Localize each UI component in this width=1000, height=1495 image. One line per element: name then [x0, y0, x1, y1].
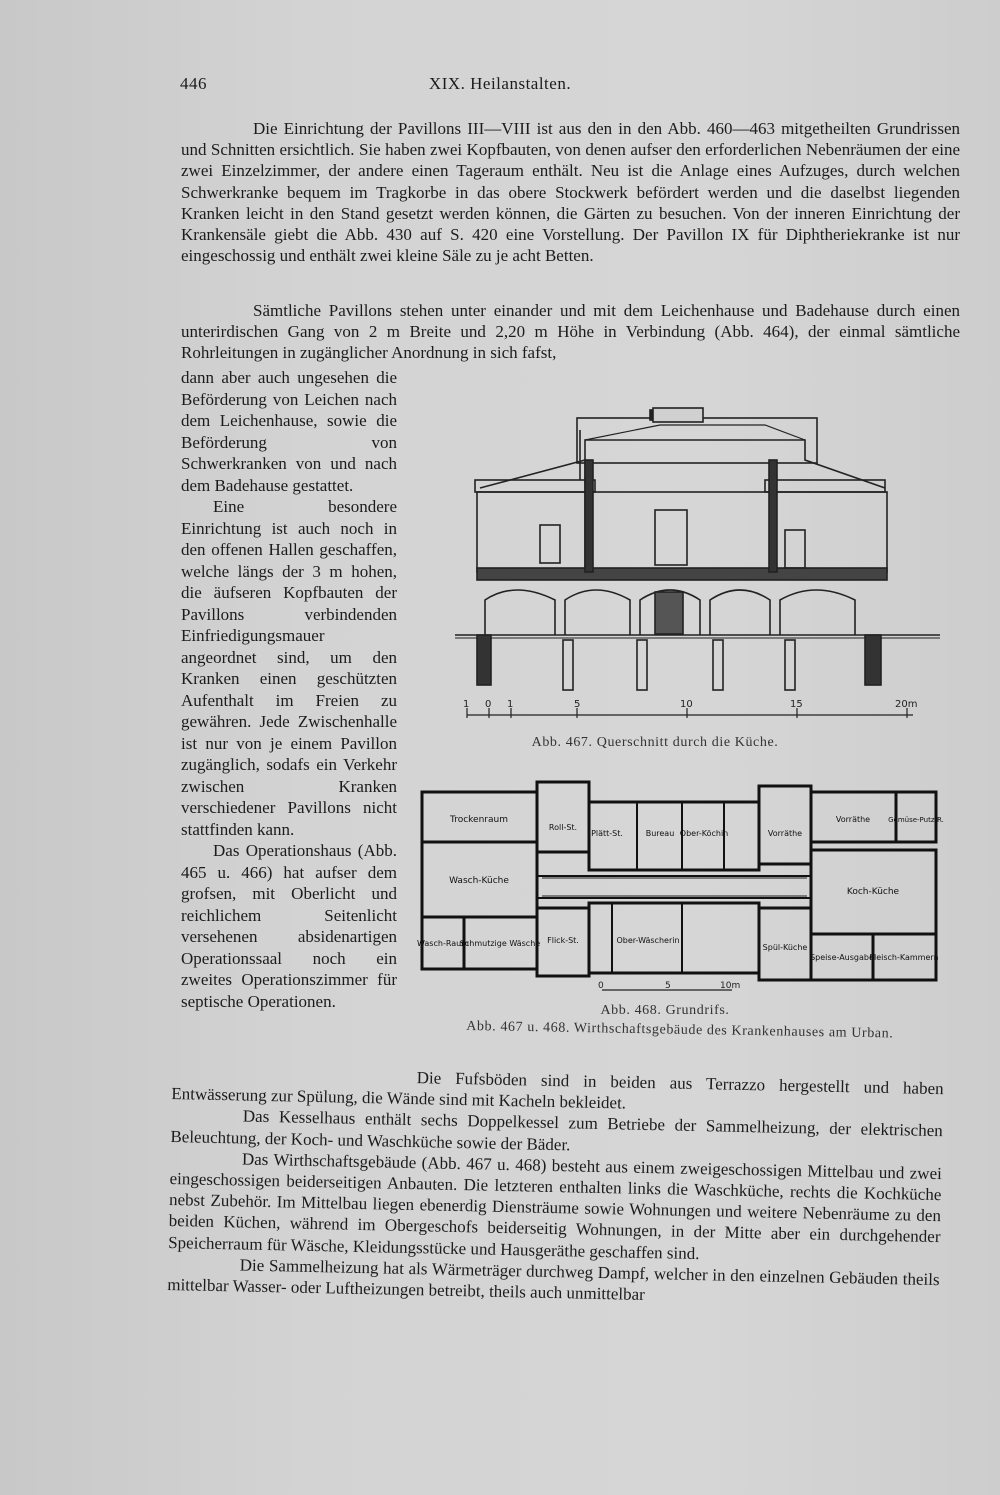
caption-467-468: Abb. 467 u. 468. Wirthschaftsgebäude des Krankenhauses am Urban.: [466, 1018, 894, 1042]
scale-468-label-5: 5: [665, 981, 671, 991]
caption-467: Abb. 467. Querschnitt durch die Küche.: [531, 735, 779, 750]
figure-467-cross-section: [455, 400, 945, 745]
scale-467-label-1b: 1: [507, 699, 514, 710]
room-fleischkammern: Fleisch-Kammern: [869, 953, 939, 962]
room-waschkueche: Wasch-Küche: [449, 876, 509, 886]
scale-468-label-10m: 10m: [720, 981, 741, 991]
room-vorraethe-2: Vorräthe: [835, 815, 871, 824]
paragraph-3: Eine besondere Einrichtung ist auch noch in den offenen Hallen geschaffen, welche längs der 3 m hohen, die äufseren Kopfbauten der Pavillons verbindenden Einfriedigungsmauer angeordnet sind, um den Kranken einen geschützten Aufenthalt im Freien zu gewähren. Jede Zwischenhalle ist nur von je einem Pavillon zugänglich, sodafs ein Verkehr zwischen Kranken verschiedener Pavillons nicht stattfinden kann.: [181, 497, 397, 839]
room-plaettst: Plätt-St.: [591, 829, 623, 838]
room-gemuese: Gemüse-Putz-R.: [888, 816, 944, 824]
room-schmutzige-waesche: Schmutzige Wäsche: [459, 939, 541, 948]
paragraph-5: Das Kesselhaus enthält sechs Doppelkessel zum Betriebe der Sammelheizung, der elektrischen Beleuchtung, der Koch- und Waschküche sowie der Bäder.: [170, 1106, 943, 1154]
paragraph-7: Die Sammelheizung hat als Wärmeträger durchweg Dampf, welcher in den einzelnen Gebäuden theils mittelbar Wasser- oder Luftheizungen betreibt, theils auch unmittelbar: [167, 1255, 940, 1304]
paragraph-4: Das Operationshaus (Abb. 465 u. 466) hat aufser dem grofsen, mit Oberlicht und reichlichem Seitenlicht versehenen absidenartigen Operationssaal noch ein zweites Operationszimmer für septische Operationen.: [181, 841, 397, 1011]
room-flickst: Flick-St.: [547, 936, 579, 945]
scale-467-label-20m: 20m: [895, 699, 918, 710]
room-kochkueche: Koch-Küche: [846, 887, 900, 897]
scale-467-label-0: 0: [485, 699, 492, 710]
page-number: 446: [180, 74, 207, 93]
room-waschraum: Wasch-Raum: [417, 939, 469, 948]
scale-468-label-0: 0: [598, 981, 604, 991]
scale-467-label-10: 10: [680, 699, 693, 710]
room-oberwaescherin: Ober-Wäscherin: [616, 936, 680, 945]
narrow-column: [181, 367, 397, 1012]
lower-text-block: [167, 1062, 944, 1311]
paragraph-2-wide: Sämtliche Pavillons stehen unter einander und mit dem Leichenhause und Badehause durch einen unterirdischen Gang von 2 m Breite und 2,20 m Höhe in Verbindung (Abb. 464), der einmal sämtliche Rohrleitungen in zugänglicher Anordnung in sich fafst,: [181, 301, 960, 363]
room-rollst: Roll-St.: [548, 823, 578, 832]
room-oberkoechin: Ober-Köchin: [679, 829, 729, 838]
paragraph-6: Das Wirthschaftsgebäude (Abb. 467 u. 468) besteht aus einem zweigeschossigen Mittelbau und zwei eingeschossigen beiderseitigen Anbauten. Die letzteren enthalten links die Waschküche, rechts die Kochküche nebst Zubehör. Im Mittelbau liegen ebenerdig Diensträume sowie Wohnungen und weitere Nebenräume zu den beiden Küchen, während im Obergeschofs beiderseitig Wohnungen, in der Mitte aber ein durchgehender Speicherraum für Wäsche, Kleidungsstücke und Hausgeräthe geschaffen sind.: [168, 1149, 943, 1263]
scale-467-label-5: 5: [574, 699, 581, 710]
caption-468: Abb. 468. Grundrifs.: [600, 1003, 730, 1018]
running-title: XIX. Heilanstalten.: [428, 74, 572, 93]
room-bureau: Bureau: [645, 829, 675, 838]
paragraph-1: Die Einrichtung der Pavillons III—VIII ist aus den in den Abb. 460—463 mitgetheilten Grundrissen und Schnitten ersichtlich. Sie haben zwei Kopfbauten, von denen aufser den erforderlichen Nebenräumen der eine zwei Einzelzimmer, der andere einen Tageraum enthält. Neu ist die Anlage eines Aufzuges, durch welchen Schwerkranke bequem im Tragkorbe in das obere Stockwerk befördert werden und die daselbst liegenden Kranken leicht in den Stand gesetzt werden können, die Gärten zu besuchen. Von der inneren Einrichtung der Krankensäle giebt die Abb. 430 auf S. 420 eine Vorstellung. Der Pavillon IX für Diphtheriekranke ist nur eingeschossig und enthält zwei kleine Säle zu je acht Betten.: [181, 119, 960, 266]
room-trockenraum: Trockenraum: [450, 815, 508, 825]
paragraph-4-continued: Die Fufsböden sind in beiden aus Terrazzo hergestellt und haben Entwässerung zur Spülung, die Wände sind mit Kacheln bekleidet.: [171, 1068, 944, 1113]
paragraph-2-narrow: dann aber auch ungesehen die Beförderung von Leichen nach dem Leichenhause, sowie die Beförderung von Schwerkranken von und nach dem Badehause gestattet.: [181, 368, 397, 495]
scale-467-label-15: 15: [790, 699, 803, 710]
room-spuelkueche: Spül-Küche: [762, 943, 808, 952]
room-vorraethe-1: Vorräthe: [767, 829, 803, 838]
room-speiseausgabe: Speise-Ausgabe: [810, 953, 874, 962]
scale-467-label-1: 1: [463, 699, 470, 710]
figure-468-floor-plan: [412, 778, 947, 1003]
